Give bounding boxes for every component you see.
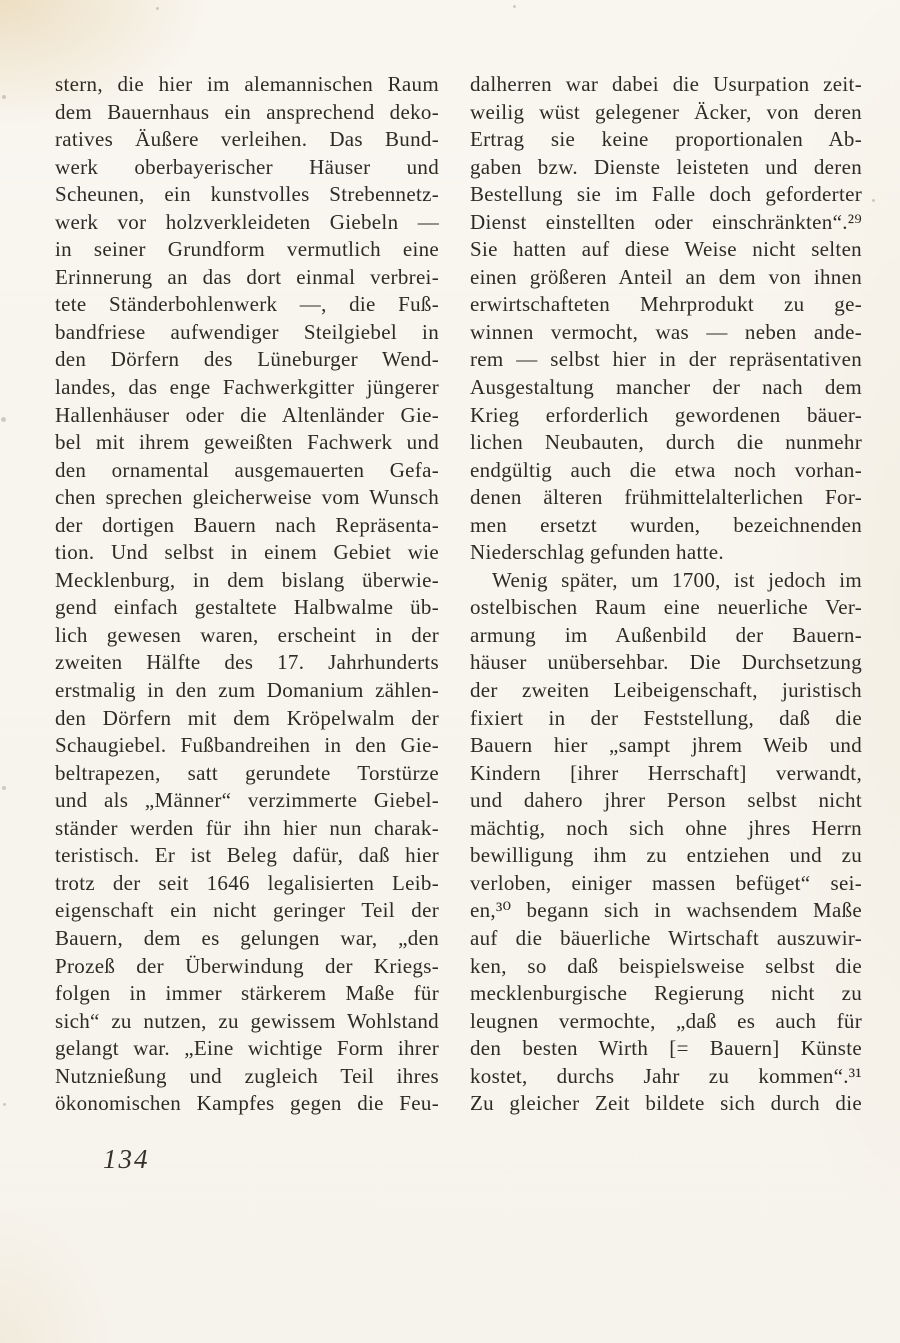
text-line: den ornamental ausgemauerten Gefa- (55, 457, 439, 482)
text-line: werk vor holzverkleideten Giebeln — (55, 209, 439, 234)
text-line: folgen in immer stärkerem Maße für (55, 981, 439, 1006)
text-line: in seiner Grundform vermutlich eine (55, 237, 439, 262)
text-line: Prozeß der Überwindung der Kriegs- (55, 953, 439, 978)
text-line: trotz der seit 1646 legalisierten Leib- (55, 870, 439, 895)
text-line: und dahero jhrer Person selbst nicht (470, 788, 862, 813)
scan-speck (2, 786, 6, 790)
text-line: teristisch. Er ist Beleg dafür, daß hier (55, 843, 439, 868)
text-line: gaben bzw. Dienste leisteten und deren (470, 154, 862, 179)
text-line: werk oberbayerischer Häuser und (55, 154, 439, 179)
text-line: en,³⁰ begann sich in wachsendem Maße (470, 898, 862, 923)
text-line: leugnen vermochte, „daß es auch für (470, 1008, 862, 1033)
text-line: Bauern, dem es gelungen war, „den (55, 925, 439, 950)
text-line: Zu gleicher Zeit bildete sich durch die (470, 1091, 862, 1116)
text-line: lich gewesen waren, erscheint in der (55, 622, 439, 647)
text-line: gend einfach gestaltete Halbwalme üb- (55, 595, 439, 620)
text-line: einen größeren Anteil an dem von ihnen (470, 264, 862, 289)
text-line: Kindern [ihrer Herrschaft] verwandt, (470, 760, 862, 785)
text-line: kostet, durchs Jahr zu kommen“.³¹ (470, 1063, 862, 1088)
text-line: Ertrag sie keine proportionalen Ab- (470, 127, 862, 152)
text-line: ökonomischen Kampfes gegen die Feu- (55, 1091, 439, 1116)
text-line: verloben, einiger massen befüget“ sei- (470, 870, 862, 895)
text-line: Schaugiebel. Fußbandreihen in den Gie- (55, 733, 439, 758)
text-line: eigenschaft ein nicht geringer Teil der (55, 898, 439, 923)
text-line: bandfriese aufwendiger Steilgiebel in (55, 319, 439, 344)
text-line: Bestellung sie im Falle doch geforderter (470, 182, 862, 207)
text-line: und als „Männer“ verzimmerte Giebel- (55, 788, 439, 813)
text-line: stern, die hier im alemannischen Raum (55, 72, 439, 96)
text-line: sich“ zu nutzen, zu gewissem Wohlstand (55, 1008, 439, 1033)
text-line: gelangt war. „Eine wichtige Form ihrer (55, 1036, 439, 1061)
text-line: beltrapezen, satt gerundete Torstürze (55, 760, 439, 785)
text-line: weilig wüst gelegener Äcker, von deren (470, 99, 862, 124)
text-line: Nutznießung und zugleich Teil ihres (55, 1063, 439, 1088)
text-line: der zweiten Leibeigenschaft, juristisch (470, 678, 862, 703)
text-line: den Dörfern mit dem Kröpelwalm der (55, 705, 439, 730)
text-line: Wenig später, um 1700, ist jedoch im (492, 567, 862, 592)
text-line: bewilligung ihm zu entziehen und zu (470, 843, 862, 868)
text-line: mächtig, noch sich ohne jhres Herrn (470, 815, 862, 840)
text-line: lichen Neubauten, durch die nunmehr (470, 430, 862, 455)
text-line: Ausgestaltung mancher der nach dem (470, 375, 862, 400)
text-line: dem Bauernhaus ein ansprechend deko- (55, 99, 439, 124)
scan-speck (3, 1103, 6, 1106)
text-line: winnen vermocht, was — neben ande- (470, 319, 862, 344)
scan-speck (1, 417, 6, 422)
text-line: men ersetzt wurden, bezeichnenden (470, 512, 862, 537)
text-line: Mecklenburg, in dem bislang überwie- (55, 567, 439, 592)
text-line: endgültig auch die etwa noch vorhan- (470, 457, 862, 482)
text-line: den Dörfern des Lüneburger Wend- (55, 347, 439, 372)
text-line: chen sprechen gleicherweise vom Wunsch (55, 485, 439, 510)
text-line: mecklenburgische Regierung nicht zu (470, 981, 862, 1006)
text-line: rem — selbst hier in der repräsentativen (470, 347, 862, 372)
text-line: Dienst einstellten oder einschränkten“.²⁹ (470, 209, 862, 234)
scan-speck (513, 5, 516, 8)
text-column-right (470, 71, 862, 1118)
text-column-left (55, 71, 439, 1118)
scan-speck (872, 199, 875, 202)
text-line: fixiert in der Feststellung, daß die (470, 705, 862, 730)
text-line: bel mit ihrem geweißten Fachwerk und (55, 430, 439, 455)
text-line: dalherren war dabei die Usurpation zeit- (470, 72, 862, 96)
text-line: denen älteren frühmittelalterlichen For- (470, 485, 862, 510)
text-line: armung im Außenbild der Bauern- (470, 622, 862, 647)
text-line: erstmalig in den zum Domanium zählen- (55, 678, 439, 703)
text-line: Hallenhäuser oder die Altenländer Gie- (55, 402, 439, 427)
text-line: landes, das enge Fachwerkgitter jüngerer (55, 375, 439, 400)
scan-speck (2, 95, 6, 99)
text-line: Niederschlag gefunden hatte. (470, 540, 724, 565)
text-line: Scheunen, ein kunstvolles Strebennetz- (55, 182, 439, 207)
text-line: Bauern hier „sampt jhrem Weib und (470, 733, 862, 758)
text-line: erwirtschafteten Mehrprodukt zu ge- (470, 292, 862, 317)
text-line: tion. Und selbst in einem Gebiet wie (55, 540, 439, 565)
text-line: ständer werden für ihn hier nun charak- (55, 815, 439, 840)
text-line: Erinnerung an das dort einmal verbrei- (55, 264, 439, 289)
text-line: ostelbischen Raum eine neuerliche Ver- (470, 595, 862, 620)
text-line: der dortigen Bauern nach Repräsenta- (55, 512, 439, 537)
text-line: zweiten Hälfte des 17. Jahrhunderts (55, 650, 439, 675)
scan-speck (156, 7, 159, 10)
text-line: tete Ständerbohlenwerk —, die Fuß- (55, 292, 439, 317)
text-line: auf die bäuerliche Wirtschaft auszuwir- (470, 925, 862, 950)
text-line: Krieg erforderlich gewordenen bäuer- (470, 402, 862, 427)
page-number: 134 (103, 1144, 150, 1174)
text-line: Sie hatten auf diese Weise nicht selten (470, 237, 862, 262)
text-line: den besten Wirth [= Bauern] Künste (470, 1036, 862, 1061)
text-line: ken, so daß beispielsweise selbst die (470, 953, 862, 978)
text-line: häuser unübersehbar. Die Durchsetzung (470, 650, 862, 675)
text-line: ratives Äußere verleihen. Das Bund- (55, 127, 439, 152)
